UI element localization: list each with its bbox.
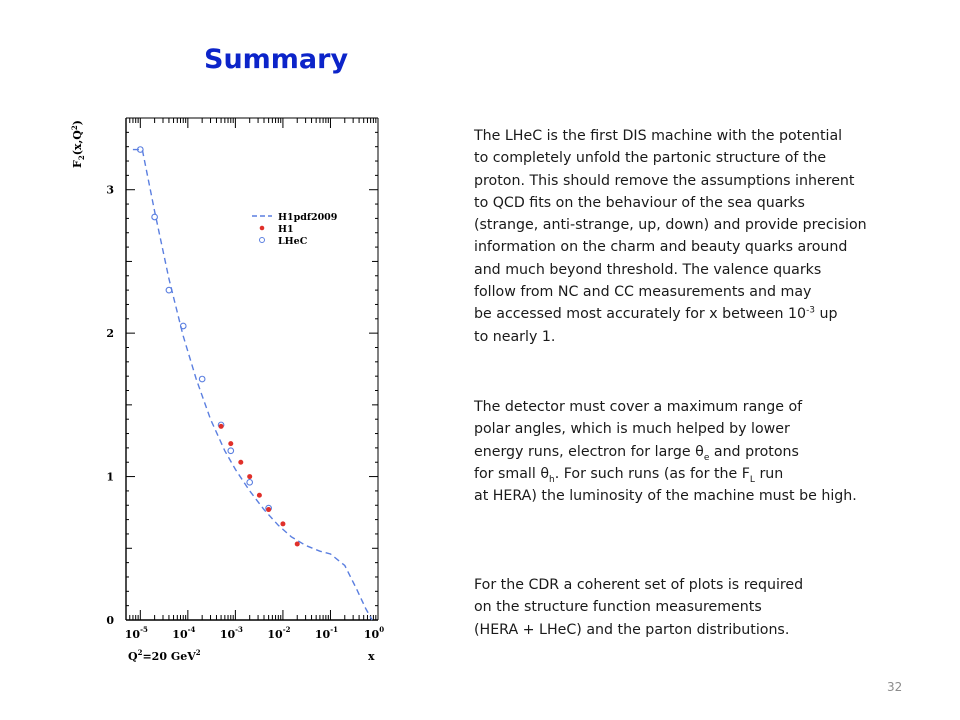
subscript: h: [549, 474, 555, 485]
y-tick-label: 3: [106, 183, 114, 197]
text-fragment: . For such runs (as for the F: [554, 465, 750, 482]
legend-label-h1pdf2009: H1pdf2009: [278, 212, 338, 223]
text-fragment: up: [815, 306, 838, 323]
data-point-h1: [247, 474, 252, 479]
x-tick-label: $10^{-1}$: [314, 625, 339, 641]
chart-ticks: [126, 118, 378, 620]
data-point-h1: [295, 541, 300, 546]
y-axis-label: $F_2(x,Q^2)$: [70, 120, 86, 168]
x-tick-label: $10^{-5}$: [124, 625, 148, 641]
text-fragment: energy runs, electron for large θ: [474, 443, 704, 460]
data-point-h1: [238, 460, 243, 465]
data-point-lhec: [166, 287, 172, 293]
text-line: to completely unfold the partonic structure of the: [474, 150, 827, 167]
text-line: (HERA + LHeC) and the parton distributions.: [474, 621, 790, 638]
text-fragment: run: [754, 465, 784, 482]
q2-annotation: $Q^2=20$ GeV$^2$: [128, 648, 201, 663]
text-line: polar angles, which is much helped by lower: [474, 421, 790, 438]
x-tick-label: $10^{-2}$: [267, 625, 291, 641]
chart-axes: [126, 118, 378, 620]
paragraph-lhec-potential: [474, 125, 867, 348]
data-point-lhec: [247, 480, 253, 486]
subscript: L: [749, 474, 755, 485]
text-fragment: be accessed most accurately for x between 10: [474, 306, 807, 323]
page-number: 32: [887, 680, 903, 694]
text-line: proton. This should remove the assumptions inherent: [474, 172, 855, 189]
text-line: For the CDR a coherent set of plots is required: [474, 577, 804, 593]
x-tick-label: $10^{-4}$: [172, 625, 196, 641]
data-point-h1: [228, 441, 233, 446]
data-point-lhec: [228, 448, 234, 454]
text-line: at HERA) the luminosity of the machine must be high.: [474, 488, 857, 505]
text-line: follow from NC and CC measurements and may: [474, 284, 812, 301]
x-tick-label: $10^0$: [363, 625, 385, 641]
data-point-h1: [266, 507, 271, 512]
text-line: (strange, anti-strange, up, down) and provide precision: [474, 217, 867, 234]
text-line: information on the charm and beauty quarks around: [474, 239, 848, 256]
text-line: on the structure function measurements: [474, 599, 762, 616]
text-fragment: for small θ: [474, 465, 549, 482]
subscript: e: [703, 452, 710, 463]
data-point-lhec: [199, 376, 205, 382]
y-tick-label: 0: [106, 614, 114, 627]
f2-chart: [60, 110, 390, 670]
text-line: [474, 303, 867, 325]
data-point-h1: [280, 521, 285, 526]
legend-marker-lhec: [260, 238, 265, 243]
slide-title: Summary: [204, 44, 349, 75]
legend-label-lhec: LHeC: [278, 236, 308, 247]
y-tick-label: 2: [106, 327, 114, 341]
data-point-lhec: [152, 214, 158, 220]
text-line: The LHeC is the first DIS machine with the potential: [474, 128, 843, 144]
x-tick-label: $10^{-3}$: [219, 625, 243, 641]
chart-legend: [252, 212, 338, 247]
text-line: The detector must cover a maximum range of: [474, 399, 803, 415]
text-line: and much beyond threshold. The valence quarks: [474, 261, 822, 278]
text-line: to nearly 1.: [474, 328, 556, 345]
exponent: -3: [806, 305, 816, 316]
data-point-h1: [219, 424, 224, 429]
legend-label-h1: H1: [278, 224, 294, 235]
text-line: [474, 463, 857, 485]
paragraph-cdr: [474, 574, 803, 641]
x-axis-label: x: [368, 650, 375, 663]
legend-marker-h1: [260, 226, 265, 231]
text-line: to QCD fits on the behaviour of the sea quarks: [474, 194, 805, 211]
paragraph-detector: [474, 396, 857, 507]
text-fragment: and protons: [709, 443, 799, 460]
data-point-h1: [257, 493, 262, 498]
y-tick-label: 1: [106, 470, 114, 484]
text-line: [474, 441, 857, 463]
chart-tick-labels: [106, 184, 384, 641]
